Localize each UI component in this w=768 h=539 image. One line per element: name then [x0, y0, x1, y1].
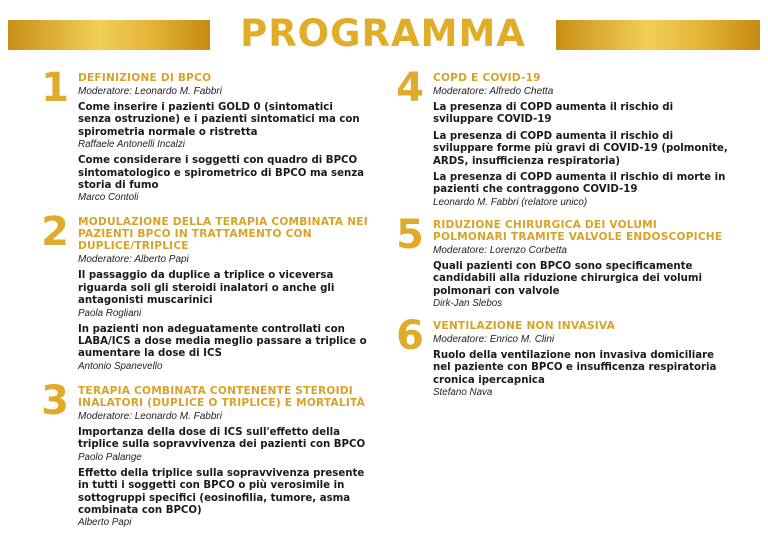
section-title: DEFINIZIONE DI BPCO: [78, 72, 212, 84]
right-column: [393, 65, 733, 399]
talk-item: [78, 102, 368, 151]
talk-title: Quali pazienti con BPCO sono specificamente candidabili alla riduzione chirurgica dei volumi polmonari con valvole: [433, 260, 702, 297]
section-number: 5: [396, 211, 424, 258]
program-section-3: [38, 377, 368, 529]
talk-title: Il passaggio da duplice a triplice o viceversa riguarda soli gli steroidi inalatori o anche gli antagonisti muscarinici: [78, 270, 335, 307]
moderator: Moderatore: Alberto Papi: [78, 254, 189, 266]
speaker-name: Paola Rogliani: [78, 307, 142, 319]
talk-item: [78, 324, 368, 373]
program-section-4: [393, 65, 733, 209]
talk-title: La presenza di COPD aumenta il rischio di morte in pazienti che contraggono COVID-19: [433, 172, 726, 196]
speaker-name: Raffaele Antonelli Incalzi: [78, 139, 185, 151]
speaker-name: Dirk-Jan Slebos: [433, 298, 503, 310]
program-section-2: [38, 209, 368, 372]
page-title: PROGRAMMA: [240, 12, 526, 55]
talk-item: [433, 102, 733, 127]
moderator: Moderatore: Enrico M. Clini: [433, 334, 555, 346]
talk-item: [433, 261, 733, 310]
talk-item: [78, 270, 368, 319]
section-title: TERAPIA COMBINATA CONTENENTE STEROIDI INALATORI (DUPLICE O TRIPLICE) E MORTALITÀ: [78, 384, 366, 409]
section-number: 4: [396, 65, 424, 111]
moderator: Moderatore: Alfredo Chetta: [433, 86, 554, 97]
section-number: 6: [396, 313, 424, 360]
speaker-name: Alberto Papi: [78, 517, 132, 529]
talk-item: [433, 131, 733, 168]
left-column: [38, 65, 368, 529]
section-number: 3: [41, 377, 69, 424]
section-title: VENTILAZIONE NON INVASIVA: [433, 320, 615, 333]
section-number: 2: [41, 209, 69, 256]
speaker-name: Paolo Palange: [78, 451, 142, 463]
program-section-6: [393, 313, 733, 399]
talk-item: [78, 468, 368, 530]
talk-title: La presenza di COPD aumenta il rischio di sviluppare forme più gravi di COVID-19 (polmonite, ARDS, insufficienza respiratoria): [433, 130, 728, 167]
talk-title: Come inserire i pazienti GOLD 0 (sintomatici senza ostruzione) e i pazienti sintomatici ma con spirometria normale o ristretta: [78, 102, 360, 138]
talk-item: [78, 427, 368, 464]
section-number: 1: [41, 65, 69, 111]
talk-title: Come considerare i soggetti con quadro di BPCO sintomatologico e spirometrico di BPCO ma senza storia di fumo: [78, 155, 365, 192]
talk-title: Effetto della triplice sulla sopravvivenza presente in tutti i soggetti con BPCO o più verosimile in sottogruppi specifici (eosinofilia, tumore, asma combinata con BPCO): [78, 467, 365, 516]
talk-title: Importanza della dose di ICS sull'effetto della triplice sulla sopravvivenza dei pazienti con BPCO: [78, 426, 366, 451]
program-section-5: [393, 211, 733, 310]
talk-title: La presenza di COPD aumenta il rischio di sviluppare COVID-19: [433, 102, 674, 126]
section-title: COPD E COVID-19: [433, 72, 541, 84]
talk-item: [78, 155, 368, 204]
section-title: RIDUZIONE CHIRURGICA DEI VOLUMI POLMONARI TRAMITE VALVOLE ENDOSCOPICHE: [433, 218, 723, 243]
speaker-name: Leonardo M. Fabbri (relatore unico): [433, 196, 588, 208]
talk-title: Ruolo della ventilazione non invasiva domiciliare nel paziente con BPCO e insufficenza respiratoria cronica ipercapnica: [433, 350, 717, 386]
talk-title: In pazienti non adeguatamente controllati con LABA/ICS a dose media meglio passare a triplice o aumentare la dose di ICS: [78, 323, 367, 360]
speaker-name: Stefano Nava: [433, 387, 493, 399]
moderator: Moderatore: Leonardo M. Fabbri: [78, 410, 222, 422]
header: [0, 8, 768, 58]
gold-bar-left: [8, 20, 210, 50]
talk-item: [433, 350, 733, 399]
speaker-name: Antonio Spanevello: [78, 360, 163, 372]
moderator: Moderatore: Lorenzo Corbetta: [433, 244, 567, 256]
gold-bar-right: [556, 20, 760, 50]
program-section-1: [38, 65, 368, 204]
speaker-name: Marco Contoli: [78, 192, 139, 204]
section-title: MODULAZIONE DELLA TERAPIA COMBINATA NEI PAZIENTI BPCO IN TRATTAMENTO CON DUPLICE/TRIPLICE: [78, 216, 368, 253]
talk-item: [433, 172, 733, 209]
moderator: Moderatore: Leonardo M. Fabbri: [78, 86, 222, 97]
